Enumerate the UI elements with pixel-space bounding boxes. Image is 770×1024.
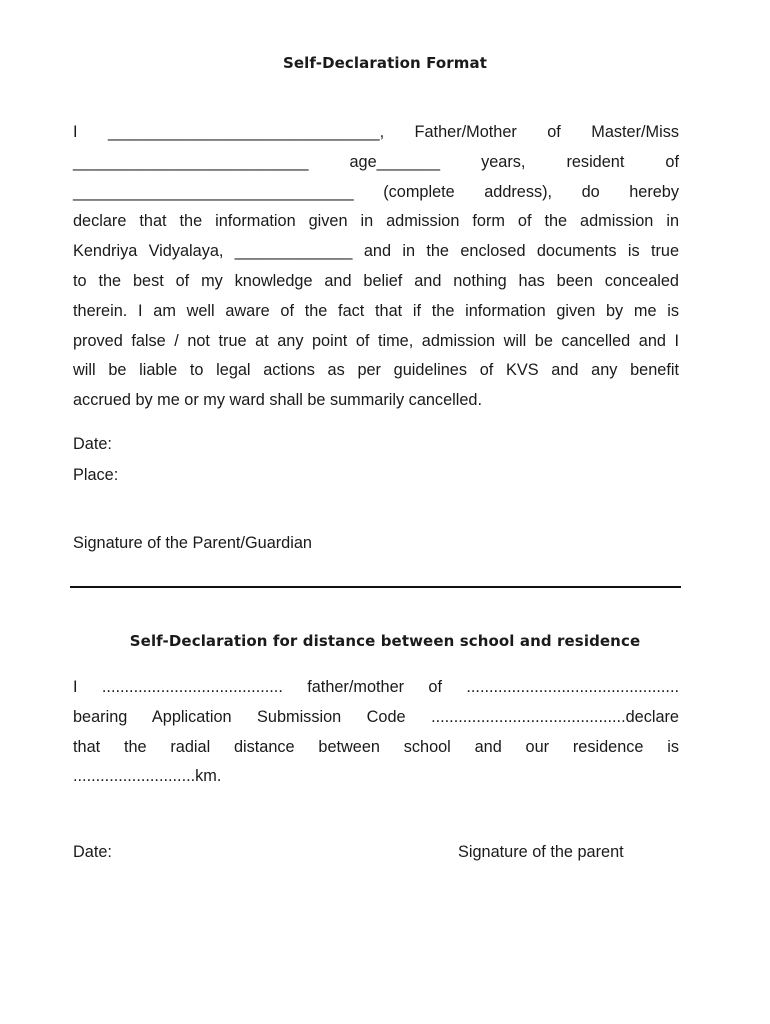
section2-title: Self-Declaration for distance between school and residence xyxy=(129,632,641,650)
section1-place-label: Place: xyxy=(73,466,119,484)
section1-date-label: Date: xyxy=(73,435,112,453)
paragraph-line: that the radial distance between school and our residence is xyxy=(73,737,679,756)
paragraph-line: I ........................................ father/mother of ............................................... xyxy=(73,678,679,696)
paragraph-line: __________________________ age_______ years, resident of xyxy=(73,152,679,171)
section1-signature-label: Signature of the Parent/Guardian xyxy=(73,534,312,552)
paragraph-line: therein. I am well aware of the fact that if the information given by me is xyxy=(73,301,679,320)
section2-date-label: Date: xyxy=(73,843,112,861)
section2-signature-label: Signature of the parent xyxy=(458,843,624,861)
paragraph-line: Kendriya Vidyalaya, _____________ and in the enclosed documents is true xyxy=(73,242,679,261)
paragraph-line: to the best of my knowledge and belief and nothing has been concealed xyxy=(73,271,679,290)
paragraph-line: _______________________________ (complete address), do hereby xyxy=(73,182,679,201)
section1-declaration-paragraph xyxy=(73,118,679,416)
paragraph-line: declare that the information given in admission form of the admission in xyxy=(73,212,679,231)
paragraph-line: will be liable to legal actions as per guidelines of KVS and any benefit xyxy=(73,361,679,380)
section2-distance-paragraph xyxy=(73,673,679,792)
paragraph-line: proved false / not true at any point of time, admission will be cancelled and I xyxy=(73,331,679,350)
section-divider xyxy=(70,586,681,588)
paragraph-line: I ______________________________, Father/Mother of Master/Miss xyxy=(73,123,679,141)
paragraph-line: ...........................km. xyxy=(73,767,222,786)
paragraph-line: bearing Application Submission Code ...........................................declare xyxy=(73,707,679,726)
paragraph-line: accrued by me or my ward shall be summarily cancelled. xyxy=(73,391,482,410)
section1-title: Self-Declaration Format xyxy=(283,54,487,72)
